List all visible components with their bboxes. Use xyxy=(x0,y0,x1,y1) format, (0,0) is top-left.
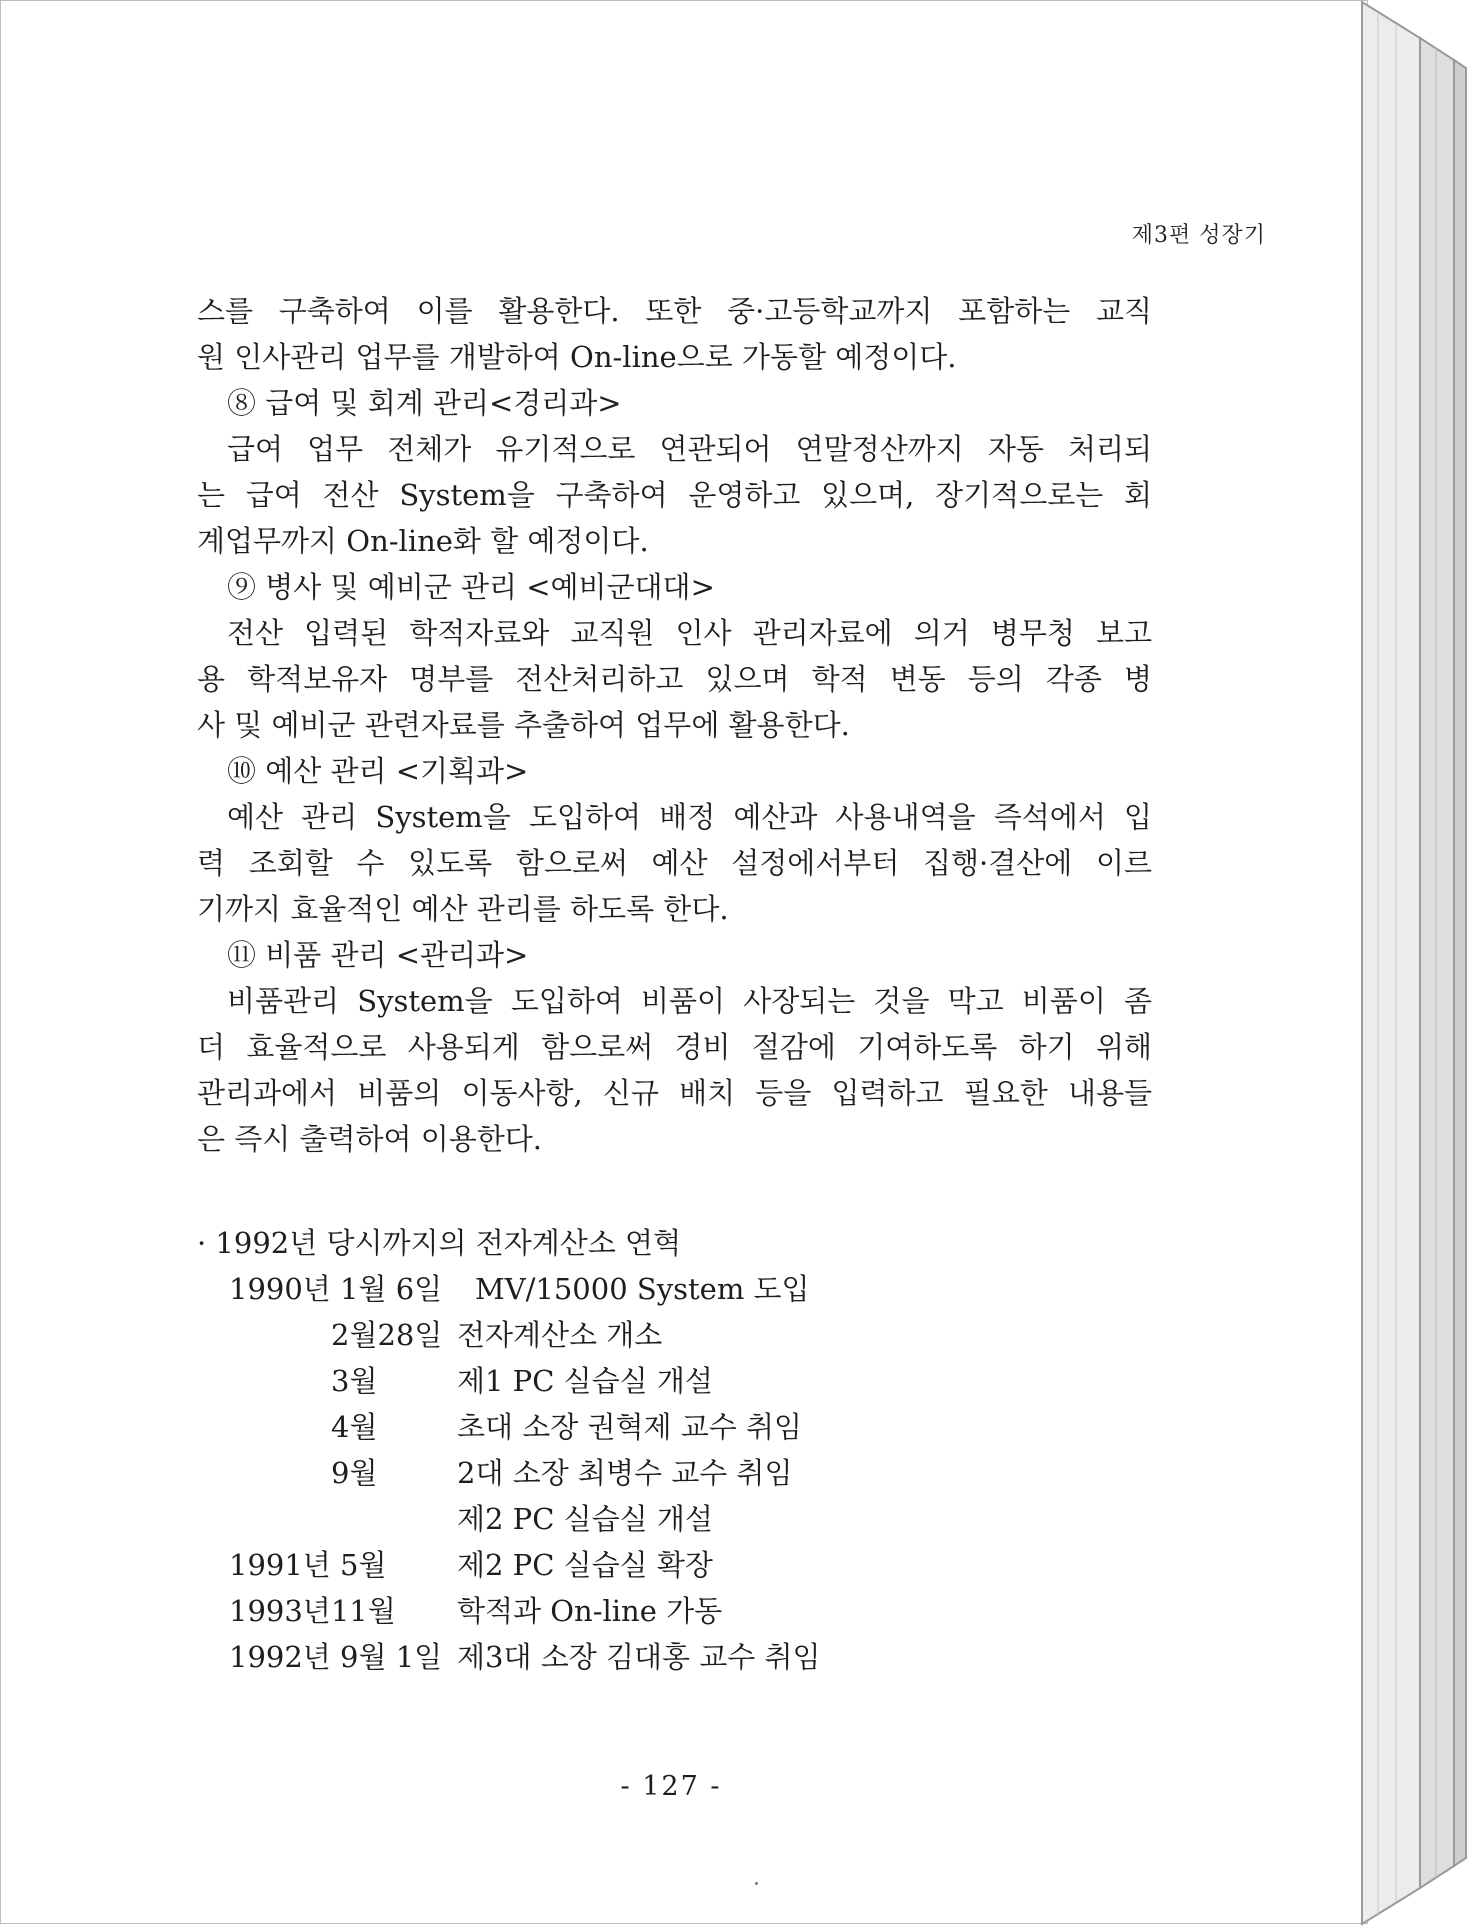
history-date: 1990년 1월 6일 xyxy=(229,1272,443,1306)
history-event: 2대 소장 최병수 교수 취임 xyxy=(457,1456,793,1490)
history-row xyxy=(197,1312,957,1358)
history-event: 제1 PC 실습실 개설 xyxy=(457,1364,713,1398)
history-row xyxy=(197,1542,957,1588)
history-row xyxy=(197,1450,957,1496)
history-list xyxy=(197,1220,957,1680)
text-line: 는 급여 전산 System을 구축하여 운영하고 있으며, 장기적으로는 회 xyxy=(197,478,1152,512)
history-event: 전자계산소 개소 xyxy=(457,1318,663,1352)
text-line: 용 학적보유자 명부를 전산처리하고 있으며 학적 변동 등의 각종 병 xyxy=(197,662,1152,696)
section-heading: ⑪ 비품 관리 <관리과> xyxy=(227,938,529,972)
history-date: 2월28일 xyxy=(331,1318,443,1352)
text-line: 사 및 예비군 관련자료를 추출하여 업무에 활용한다. xyxy=(197,708,850,742)
text-line: 급여 업무 전체가 유기적으로 연관되어 연말정산까지 자동 처리되 xyxy=(227,432,1152,466)
history-date: 1991년 5월 xyxy=(229,1548,387,1582)
page-number: - 127 - xyxy=(620,1771,722,1802)
text-line: 기까지 효율적인 예산 관리를 하도록 한다. xyxy=(197,892,729,926)
history-event: 학적과 On-line 가동 xyxy=(457,1594,723,1628)
history-row xyxy=(197,1634,957,1680)
text-line: 관리과에서 비품의 이동사항, 신규 배치 등을 입력하고 필요한 내용들 xyxy=(197,1076,1152,1110)
section-heading: ⑧ 급여 및 회계 관리<경리과> xyxy=(227,386,622,420)
text-line: 전산 입력된 학적자료와 교직원 인사 관리자료에 의거 병무청 보고 xyxy=(227,616,1152,650)
text-line: 예산 관리 System을 도입하여 배정 예산과 사용내역을 즉석에서 입 xyxy=(227,800,1152,834)
history-event: MV/15000 System 도입 xyxy=(475,1272,810,1306)
section-heading: ⑩ 예산 관리 <기획과> xyxy=(227,754,529,788)
history-date: 9월 xyxy=(331,1456,378,1490)
text-line: 계업무까지 On-line화 할 예정이다. xyxy=(197,524,649,558)
scan-speck xyxy=(755,1882,758,1885)
history-event: 제2 PC 실습실 개설 xyxy=(457,1502,713,1536)
history-event: 초대 소장 권혁제 교수 취임 xyxy=(457,1410,803,1444)
history-date: 4월 xyxy=(331,1410,378,1444)
history-event: 제2 PC 실습실 확장 xyxy=(457,1548,713,1582)
text-line: 은 즉시 출력하여 이용한다. xyxy=(197,1122,543,1156)
running-header: 제3편 성장기 xyxy=(1131,223,1266,248)
text-line: 원 인사관리 업무를 개발하여 On-line으로 가동할 예정이다. xyxy=(197,340,957,374)
history-row xyxy=(197,1496,957,1542)
history-row xyxy=(197,1358,957,1404)
history-event: 제3대 소장 김대홍 교수 취임 xyxy=(457,1640,821,1674)
history-row xyxy=(197,1404,957,1450)
section-heading: ⑨ 병사 및 예비군 관리 <예비군대대> xyxy=(227,570,715,604)
history-date: 1992년 9월 1일 xyxy=(229,1640,443,1674)
history-row xyxy=(197,1588,957,1634)
book-edge xyxy=(1356,0,1469,1926)
history-row xyxy=(197,1266,957,1312)
history-date: 3월 xyxy=(331,1364,378,1398)
text-line: 더 효율적으로 사용되게 함으로써 경비 절감에 기여하도록 하기 위해 xyxy=(197,1030,1152,1064)
body-text xyxy=(197,288,1152,1162)
text-line: 비품관리 System을 도입하여 비품이 사장되는 것을 막고 비품이 좀 xyxy=(227,984,1152,1018)
history-title: · 1992년 당시까지의 전자계산소 연혁 xyxy=(197,1226,682,1260)
history-date: 1993년11월 xyxy=(229,1594,396,1628)
text-line: 력 조회할 수 있도록 함으로써 예산 설정에서부터 집행·결산에 이르 xyxy=(197,846,1152,880)
text-line: 스를 구축하여 이를 활용한다. 또한 중·고등학교까지 포함하는 교직 xyxy=(197,294,1152,328)
